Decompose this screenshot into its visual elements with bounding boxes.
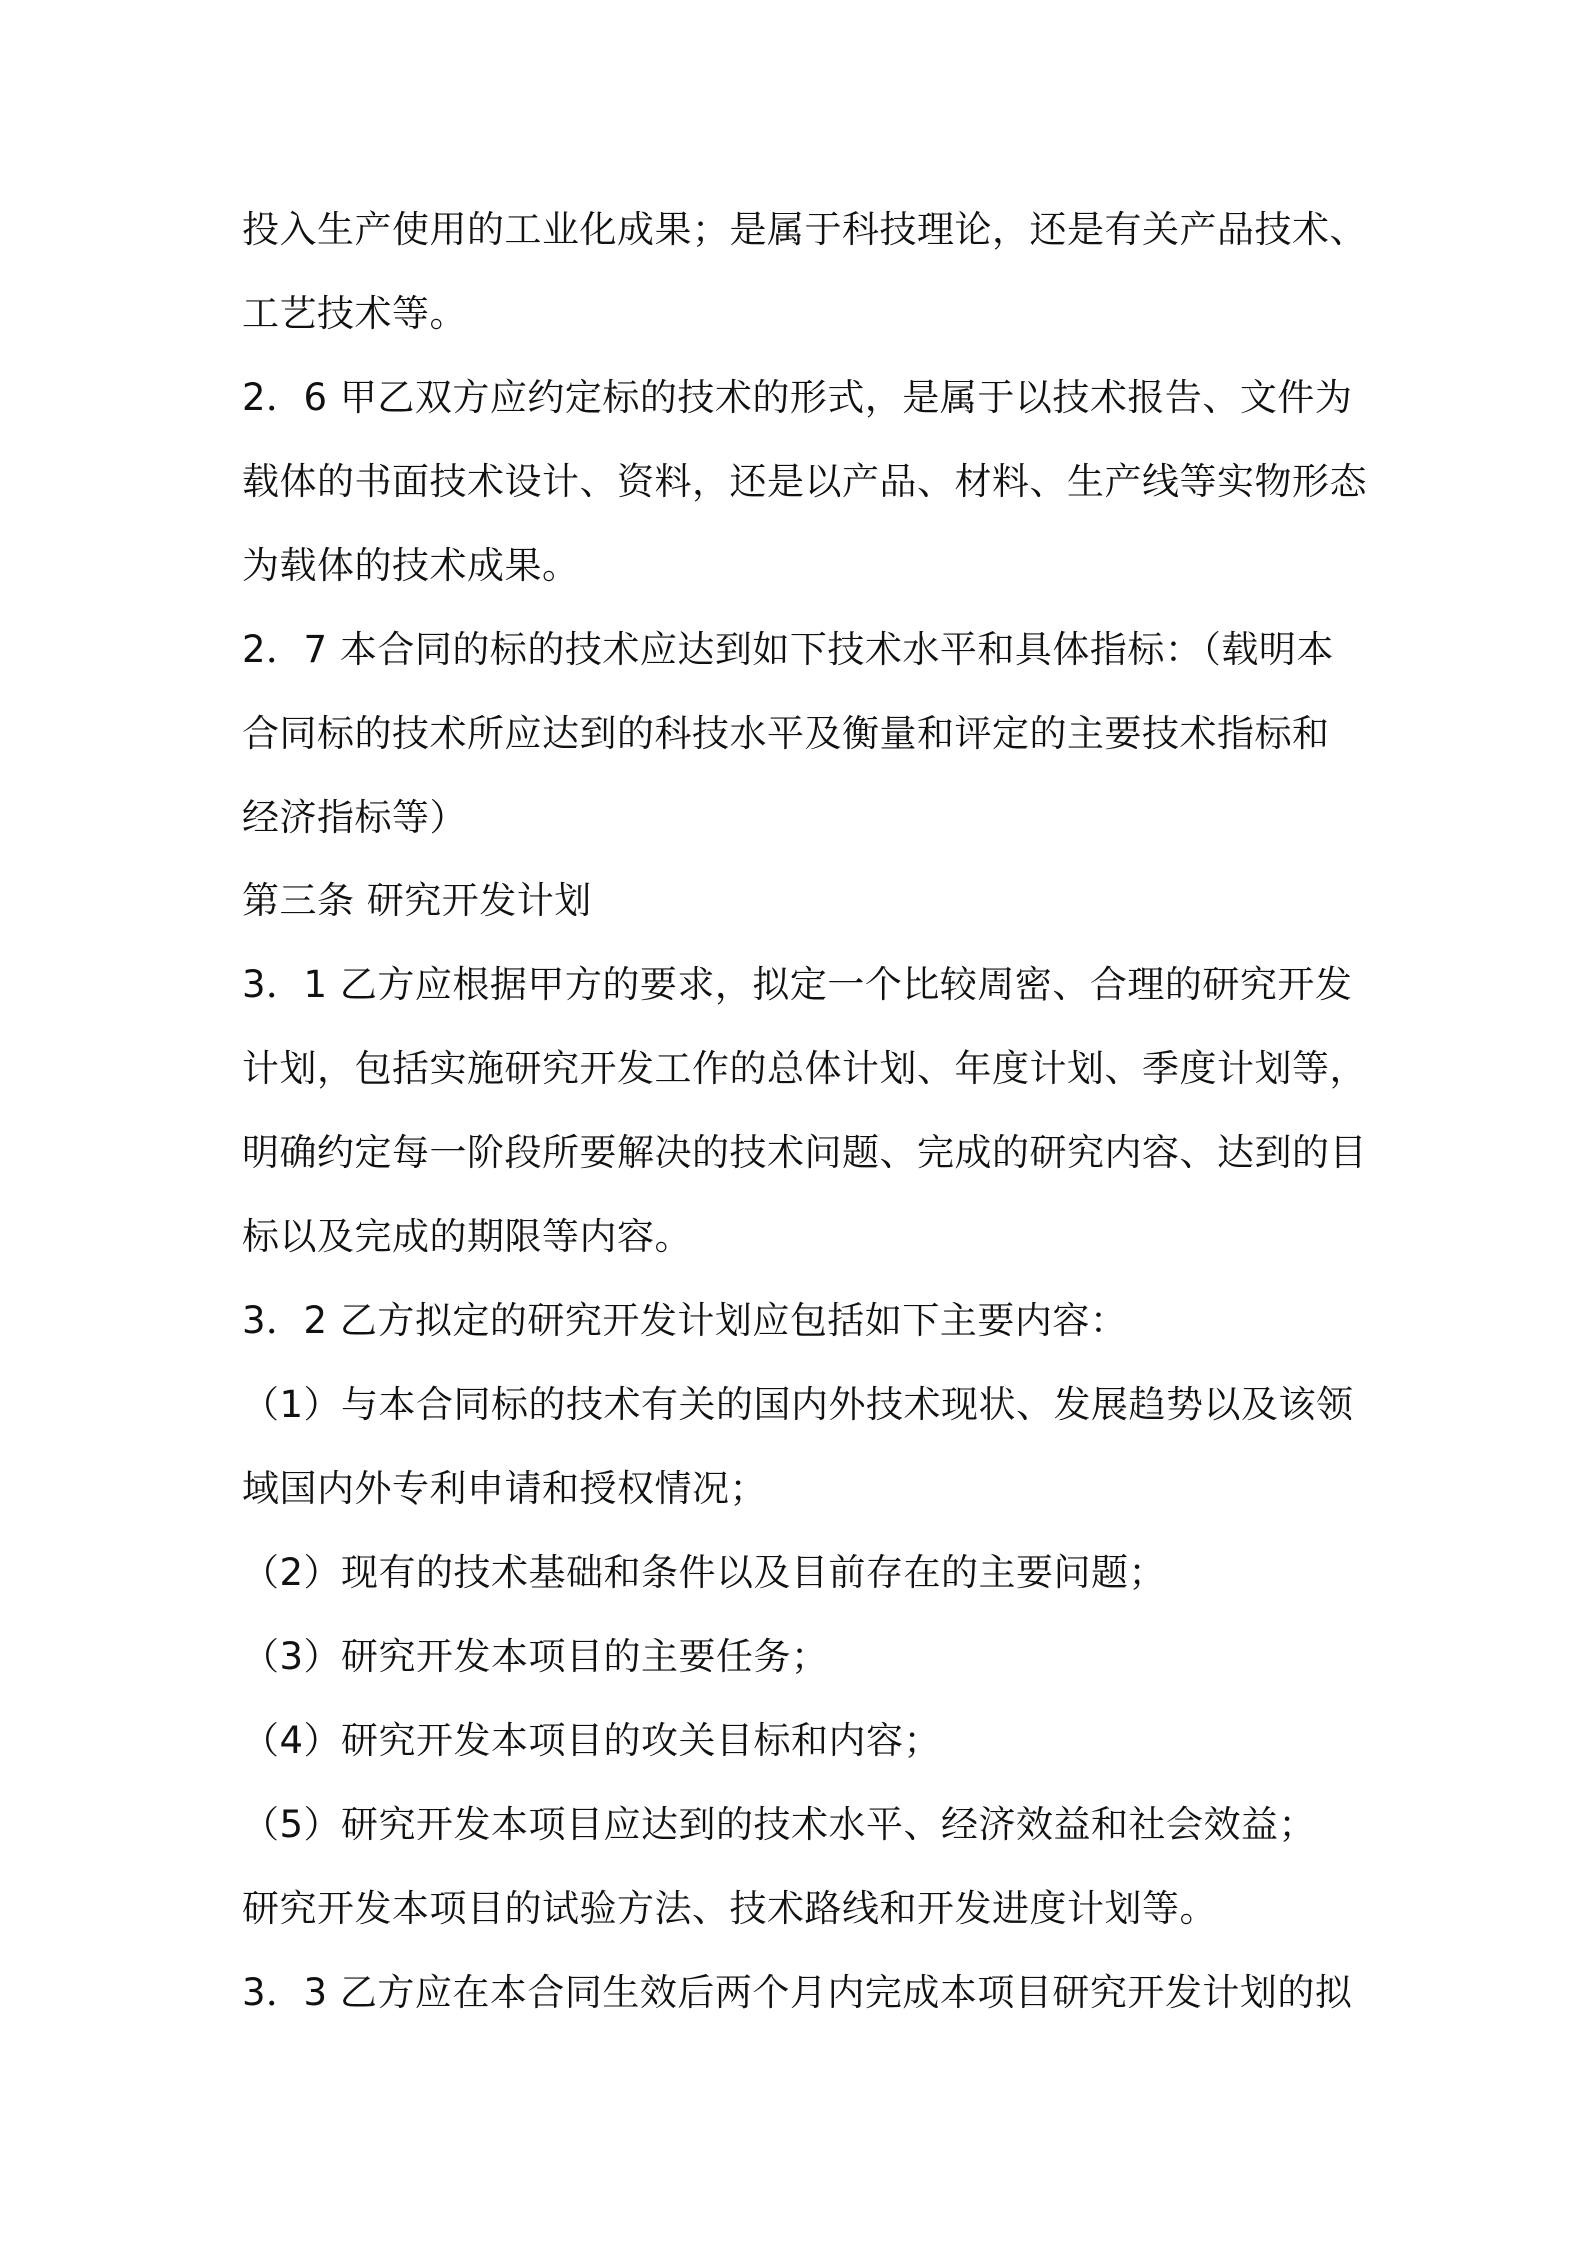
section-heading: 第三条 研究开发计划 <box>242 879 592 922</box>
text-line: 标以及完成的期限等内容。 <box>242 1215 692 1258</box>
text-line: （4）研究开发本项目的攻关目标和内容； <box>242 1719 942 1762</box>
text-line: 2．7 本合同的标的技术应达到如下技术水平和具体指标：（载明本 <box>242 628 1334 671</box>
text-line: 合同标的技术所应达到的科技水平及衡量和评定的主要技术指标和 <box>242 712 1330 755</box>
text-line: 载体的书面技术设计、资料，还是以产品、材料、生产线等实物形态 <box>242 460 1367 503</box>
text-line: 明确约定每一阶段所要解决的技术问题、完成的研究内容、达到的目 <box>242 1131 1367 1174</box>
text-line: 研究开发本项目的试验方法、技术路线和开发进度计划等。 <box>242 1887 1217 1930</box>
text-line: （5）研究开发本项目应达到的技术水平、经济效益和社会效益； <box>242 1803 1317 1846</box>
text-line: 投入生产使用的工业化成果；是属于科技理论，还是有关产品技术、 <box>242 208 1367 251</box>
text-line: 计划，包括实施研究开发工作的总体计划、年度计划、季度计划等， <box>242 1047 1367 1090</box>
text-line: （3）研究开发本项目的主要任务； <box>242 1635 829 1678</box>
text-line: 3．1 乙方应根据甲方的要求，拟定一个比较周密、合理的研究开发 <box>242 963 1353 1006</box>
text-line: 经济指标等） <box>242 796 467 839</box>
text-line: 3．3 乙方应在本合同生效后两个月内完成本项目研究开发计划的拟 <box>242 1971 1353 2014</box>
text-line: 域国内外专利申请和授权情况； <box>242 1467 767 1510</box>
text-line: （2）现有的技术基础和条件以及目前存在的主要问题； <box>242 1551 1167 1594</box>
text-line: 工艺技术等。 <box>242 292 467 335</box>
text-line: 3．2 乙方拟定的研究开发计划应包括如下主要内容： <box>242 1299 1128 1342</box>
text-line: 为载体的技术成果。 <box>242 544 580 587</box>
text-line: （1）与本合同标的技术有关的国内外技术现状、发展趋势以及该领 <box>242 1383 1354 1426</box>
text-line: 2．6 甲乙双方应约定标的技术的形式，是属于以技术报告、文件为 <box>242 376 1353 419</box>
